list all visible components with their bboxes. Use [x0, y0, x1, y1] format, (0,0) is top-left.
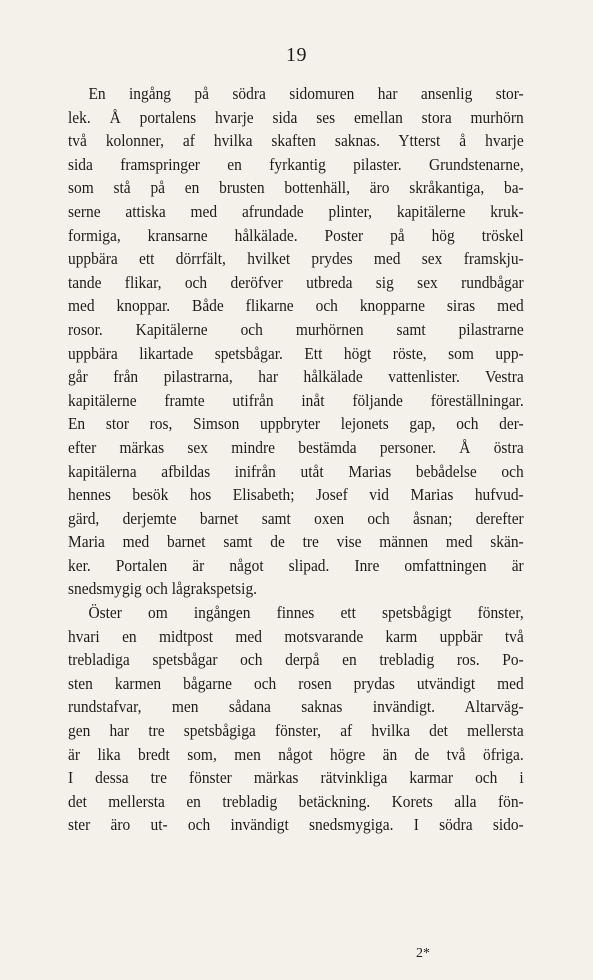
text-line: I dessa tre fönster märkas rätvinkliga karmar och i [68, 768, 524, 788]
text-line: lek. Å portalens hvarje sida ses emellan stora murhörn [68, 107, 524, 127]
text-line: uppbära ett dörrfält, hvilket prydes med sex framskju- [68, 249, 524, 269]
text-line: gärd, derjemte barnet samt oxen och åsnan; derefter [68, 508, 524, 528]
text-line: En stor ros, Simson uppbryter lejonets gap, och der- [68, 414, 524, 434]
signature-mark: 2* [416, 946, 430, 961]
text-line: trebladiga spetsbågar och derpå en trebladig ros. Po- [68, 650, 524, 670]
text-line: Maria med barnet samt de tre vise männen med skän- [68, 532, 524, 552]
text-line: ker. Portalen är något slipad. Inre omfattningen är [68, 555, 524, 575]
text-line: efter märkas sex mindre bestämda personer. Å östra [68, 437, 524, 457]
text-line: ster äro ut- och invändigt snedsmygiga. I södra sido- [68, 815, 524, 835]
text-line: Öster om ingången finnes ett spetsbågigt fönster, [88, 603, 524, 623]
body-text [68, 82, 524, 837]
text-line: är lika bredt som, men något högre än de två öfriga. [68, 744, 524, 764]
text-line: gen har tre spetsbågiga fönster, af hvilka det mellersta [68, 721, 524, 741]
page-number: 19 [286, 44, 307, 66]
text-line: serne attiska med afrundade plinter, kapitälerne kruk- [68, 201, 524, 221]
text-line: uppbära likartade spetsbågar. Ett högt röste, som upp- [68, 343, 524, 363]
text-line: två kolonner, af hvilka skaften saknas. Ytterst å hvarje [68, 131, 524, 151]
text-line: snedsmygig och lågrakspetsig. [68, 579, 258, 599]
text-line: det mellersta en trebladig betäckning. Korets alla fön- [68, 791, 524, 811]
text-line: kapitälerne framte utifrån inåt följande föreställningar. [68, 390, 524, 410]
text-line: sida framspringer en fyrkantig pilaster. Grundstenarne, [68, 154, 524, 174]
text-line: hvari en midtpost med motsvarande karm uppbär två [68, 626, 524, 646]
text-line: rosor. Kapitälerne och murhörnen samt pilastrarne [68, 319, 524, 339]
text-line: sten karmen bågarne och rosen prydas utvändigt med [68, 673, 524, 693]
text-line: som stå på en brusten bottenhäll, äro skråkantiga, ba- [68, 178, 524, 198]
text-line: rundstafvar, men sådana saknas invändigt. Altarväg- [68, 697, 524, 717]
text-line: hennes besök hos Elisabeth; Josef vid Marias hufvud- [68, 485, 524, 505]
text-line: kapitälerna afbildas inifrån utåt Marias bebådelse och [68, 461, 524, 481]
text-line: går från pilastrarna, har hålkälade vattenlister. Vestra [68, 367, 524, 387]
text-line: med knoppar. Både flikarne och knopparne siras med [68, 296, 524, 316]
text-line: En ingång på södra sidomuren har ansenlig stor- [88, 84, 524, 103]
text-line: formiga, kransarne hålkälade. Poster på hög tröskel [68, 225, 524, 245]
text-line: tande flikar, och deröfver utbreda sig sex rundbågar [68, 272, 524, 292]
